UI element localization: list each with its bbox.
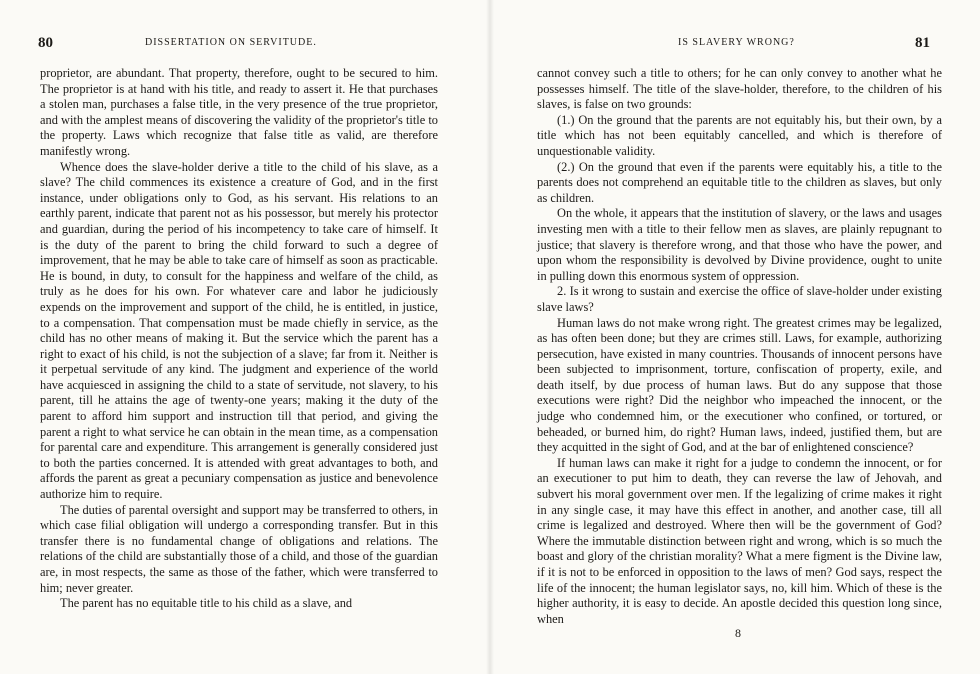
- running-head: IS SLAVERY WRONG?: [678, 37, 795, 48]
- paragraph: (1.) On the ground that the parents are not equitably his, but their own, by a title which has not been equitably cancelled, and which is therefore of unquestionable validity.: [537, 112, 942, 158]
- paragraph: cannot convey such a title to others; for he can only convey to another what he possesses himself. The title of the slave-holder, therefore, to the children of his slaves, is false on two grounds:: [537, 66, 942, 112]
- page-body: [40, 66, 438, 612]
- paragraph: Human laws do not make wrong right. The greatest crimes may be legalized, as has often been done; but they are crimes still. Laws, for example, authorizing persecution, have existed in many countries. Thousands of innocent persons have been subjected to imprisonment, torture, confiscation of property, exile, and death itself, by due process of human laws. But do any suppose that those executions were right? Did the neighbor who impeached the innocent, or the judge who condemned him, or the executioner who confined, or tortured, or beheaded, or burned him, do right? Human laws, indeed, justified them, but are they acquitted in the sight of God, and at the bar of enlightened conscience?: [537, 315, 942, 455]
- paragraph: 2. Is it wrong to sustain and exercise the office of slave-holder under existing slave laws?: [537, 284, 942, 314]
- paragraph: On the whole, it appears that the institution of slavery, or the laws and usages investing men with a title to their fellow men as slaves, are plainly repugnant to justice; that slavery is therefore wrong, and that those who have the power, and upon whom the responsibility is devolved by Divine providence, ought to unite in pulling down this enormous system of oppression.: [537, 206, 942, 283]
- running-head: DISSERTATION ON SERVITUDE.: [145, 37, 317, 48]
- right-page: [490, 0, 980, 674]
- paragraph: The parent has no equitable title to his child as a slave, and: [60, 596, 353, 611]
- page-number: 80: [38, 35, 53, 51]
- paragraph: Whence does the slave-holder derive a title to the child of his slave, as a slave? The child commences its existence a creature of God, and in the first instance, under obligations only to God, as his servant. His relations to an earthly parent, indicate that parent not as his possessor, but merely his protector and guardian, during the period of his incompetency to take care of himself. It is the duty of the parent to bring the child forward to such a degree of improvement, that he may be able to take care of himself as soon as practicable. He is bound, in duty, to consult for the happiness and welfare of the child, as truly as he does for his own. For whatever care and labor he judiciously expends on the improvement and support of the child, he is entitled, in justice, to a compensation. That compensation must be made chiefly in service, as the child has no other means of making it. But the service which the parent has a right to exact of his child, is not the subjection of a slave; far from it. Neither is it perpetual servitude of any kind. The judgment and experience of the world have acquiesced in assigning the child to a state of servitude, not slavery, to his parent, till he attains the age of twenty-one years; making it the duty of the parent to afford him support and instruction till that period, and giving the parent a right to what service he can obtain in the mean time, as a compensation for parental care and expenditure. This arrangement is generally considered just to both the parties concerned. It is attended with great advantages to both, and affords the parent as great a pecuniary compensation as justice and benevolence authorize him to require.: [40, 159, 438, 502]
- page-body: [537, 66, 942, 627]
- paragraph: If human laws can make it right for a judge to condemn the innocent, or for an executioner to put him to death, they can reverse the law of Jehovah, and subvert his moral government over men. If the legalizing of crime makes it right in any single case, it may have this effect in another, and another case, till all crime is legalized and destroyed. Where then will be the government of God? Where the immutable distinction between right and wrong, which is so much the boast and glory of the christian morality? What a mere figment is the Divine law, if it is not to be enforced in opposition to the laws of men? God says, respect the life of the innocent; the human legislator says, no, kill him. Which of these is the higher authority, it is easy to decide. An apostle decided this question long since, when: [537, 455, 942, 626]
- page-number: 81: [915, 35, 930, 51]
- paragraph: (2.) On the ground that even if the parents were equitably his, a title to the parents does not comprehend an equitable title to the children as slaves, but only as children.: [537, 159, 942, 205]
- paragraph: proprietor, are abundant. That property, therefore, ought to be secured to him. The proprietor is at hand with his title, and ready to assert it. He that purchases a stolen man, purchases a false title, in the very presence of the true proprietor, and with the amplest means of discovering the validity of the proprietor's title to the property. Laws which recognize that false title as valid, are therefore manifestly wrong.: [40, 66, 438, 158]
- signature-mark: 8: [735, 626, 741, 640]
- paragraph: The duties of parental oversight and support may be transferred to others, in which case filial obligation will undergo a corresponding transfer. But in this transfer there is no fundamental change of obligations and relations. The relations of the child are substantially those of a child, and those of the guardian are, in most respects, the same as those of the father, which were transferred to him; never greater.: [40, 502, 438, 595]
